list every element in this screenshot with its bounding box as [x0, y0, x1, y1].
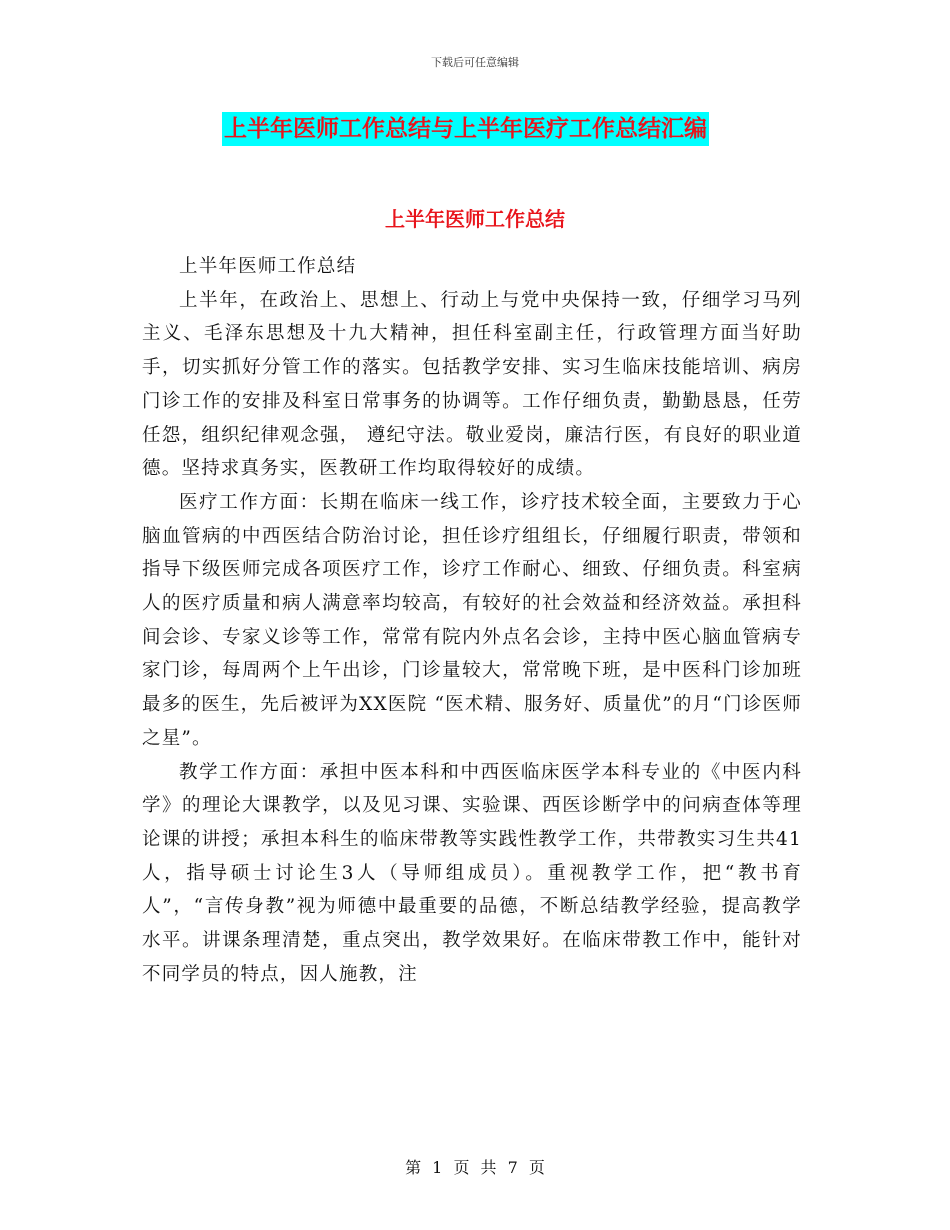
paragraph-overview: 上半年，在政治上、思想上、行动上与党中央保持一致，仔细学习马列主义、毛泽东思想及十九大精神，担任科室副主任，行政管理方面当好助手，切实抓好分管工作的落实。包括教学安排、实习生临床技能培训、病房门诊工作的安排及科室日常事务的协调等。工作仔细负责，勤勤恳恳，任劳任怨，组织纪律观念强， 遵纪守法。敬业爱岗，廉洁行医，有良好的职业道德。坚持求真务实，医教研工作均取得较好的成绩。 [142, 289, 802, 480]
document-body [142, 250, 802, 991]
section-title: 上半年医师工作总结 [385, 207, 565, 231]
paragraph-teaching-work: 教学工作方面：承担中医本科和中西医临床医学本科专业的《中医内科学》的理论大课教学，以及见习课、实验课、西医诊断学中的问病查体等理论课的讲授；承担本科生的临床带教等实践性教学工作，共带教实习生共41人，指导硕士讨论生3人（导师组成员）。重视教学工作，把“教书育人”，“言传身教”视为师德中最重要的品德，不断总结教学经验，提高教学水平。讲课条理清楚，重点突出，教学效果好。在临床带教工作中，能针对不同学员的特点，因人施教，注 [142, 761, 802, 985]
paragraph-subtitle: 上半年医师工作总结 [179, 256, 357, 277]
header-note: 下载后可任意编辑 [431, 56, 519, 69]
document-title: 上半年医师工作总结与上半年医疗工作总结汇编 [222, 112, 709, 146]
paragraph-medical-work: 医疗工作方面：长期在临床一线工作，诊疗技术较全面，主要致力于心脑血管病的中西医结合防治讨论，担任诊疗组组长，仔细履行职责，带领和指导下级医师完成各项医疗工作，诊疗工作耐心、细致、仔细负责。科室病人的医疗质量和病人满意率均较高，有较好的社会效益和经济效益。承担科间会诊、专家义诊等工作，常常有院内外点名会诊，主持中医心脑血管病专家门诊，每周两个上午出诊，门诊量较大，常常晚下班，是中医科门诊加班最多的医生，先后被评为XX医院 “医术精、服务好、质量优”的月“门诊医师之星”。 [142, 491, 802, 749]
page-number: 第 1 页 共 7 页 [405, 1158, 545, 1177]
